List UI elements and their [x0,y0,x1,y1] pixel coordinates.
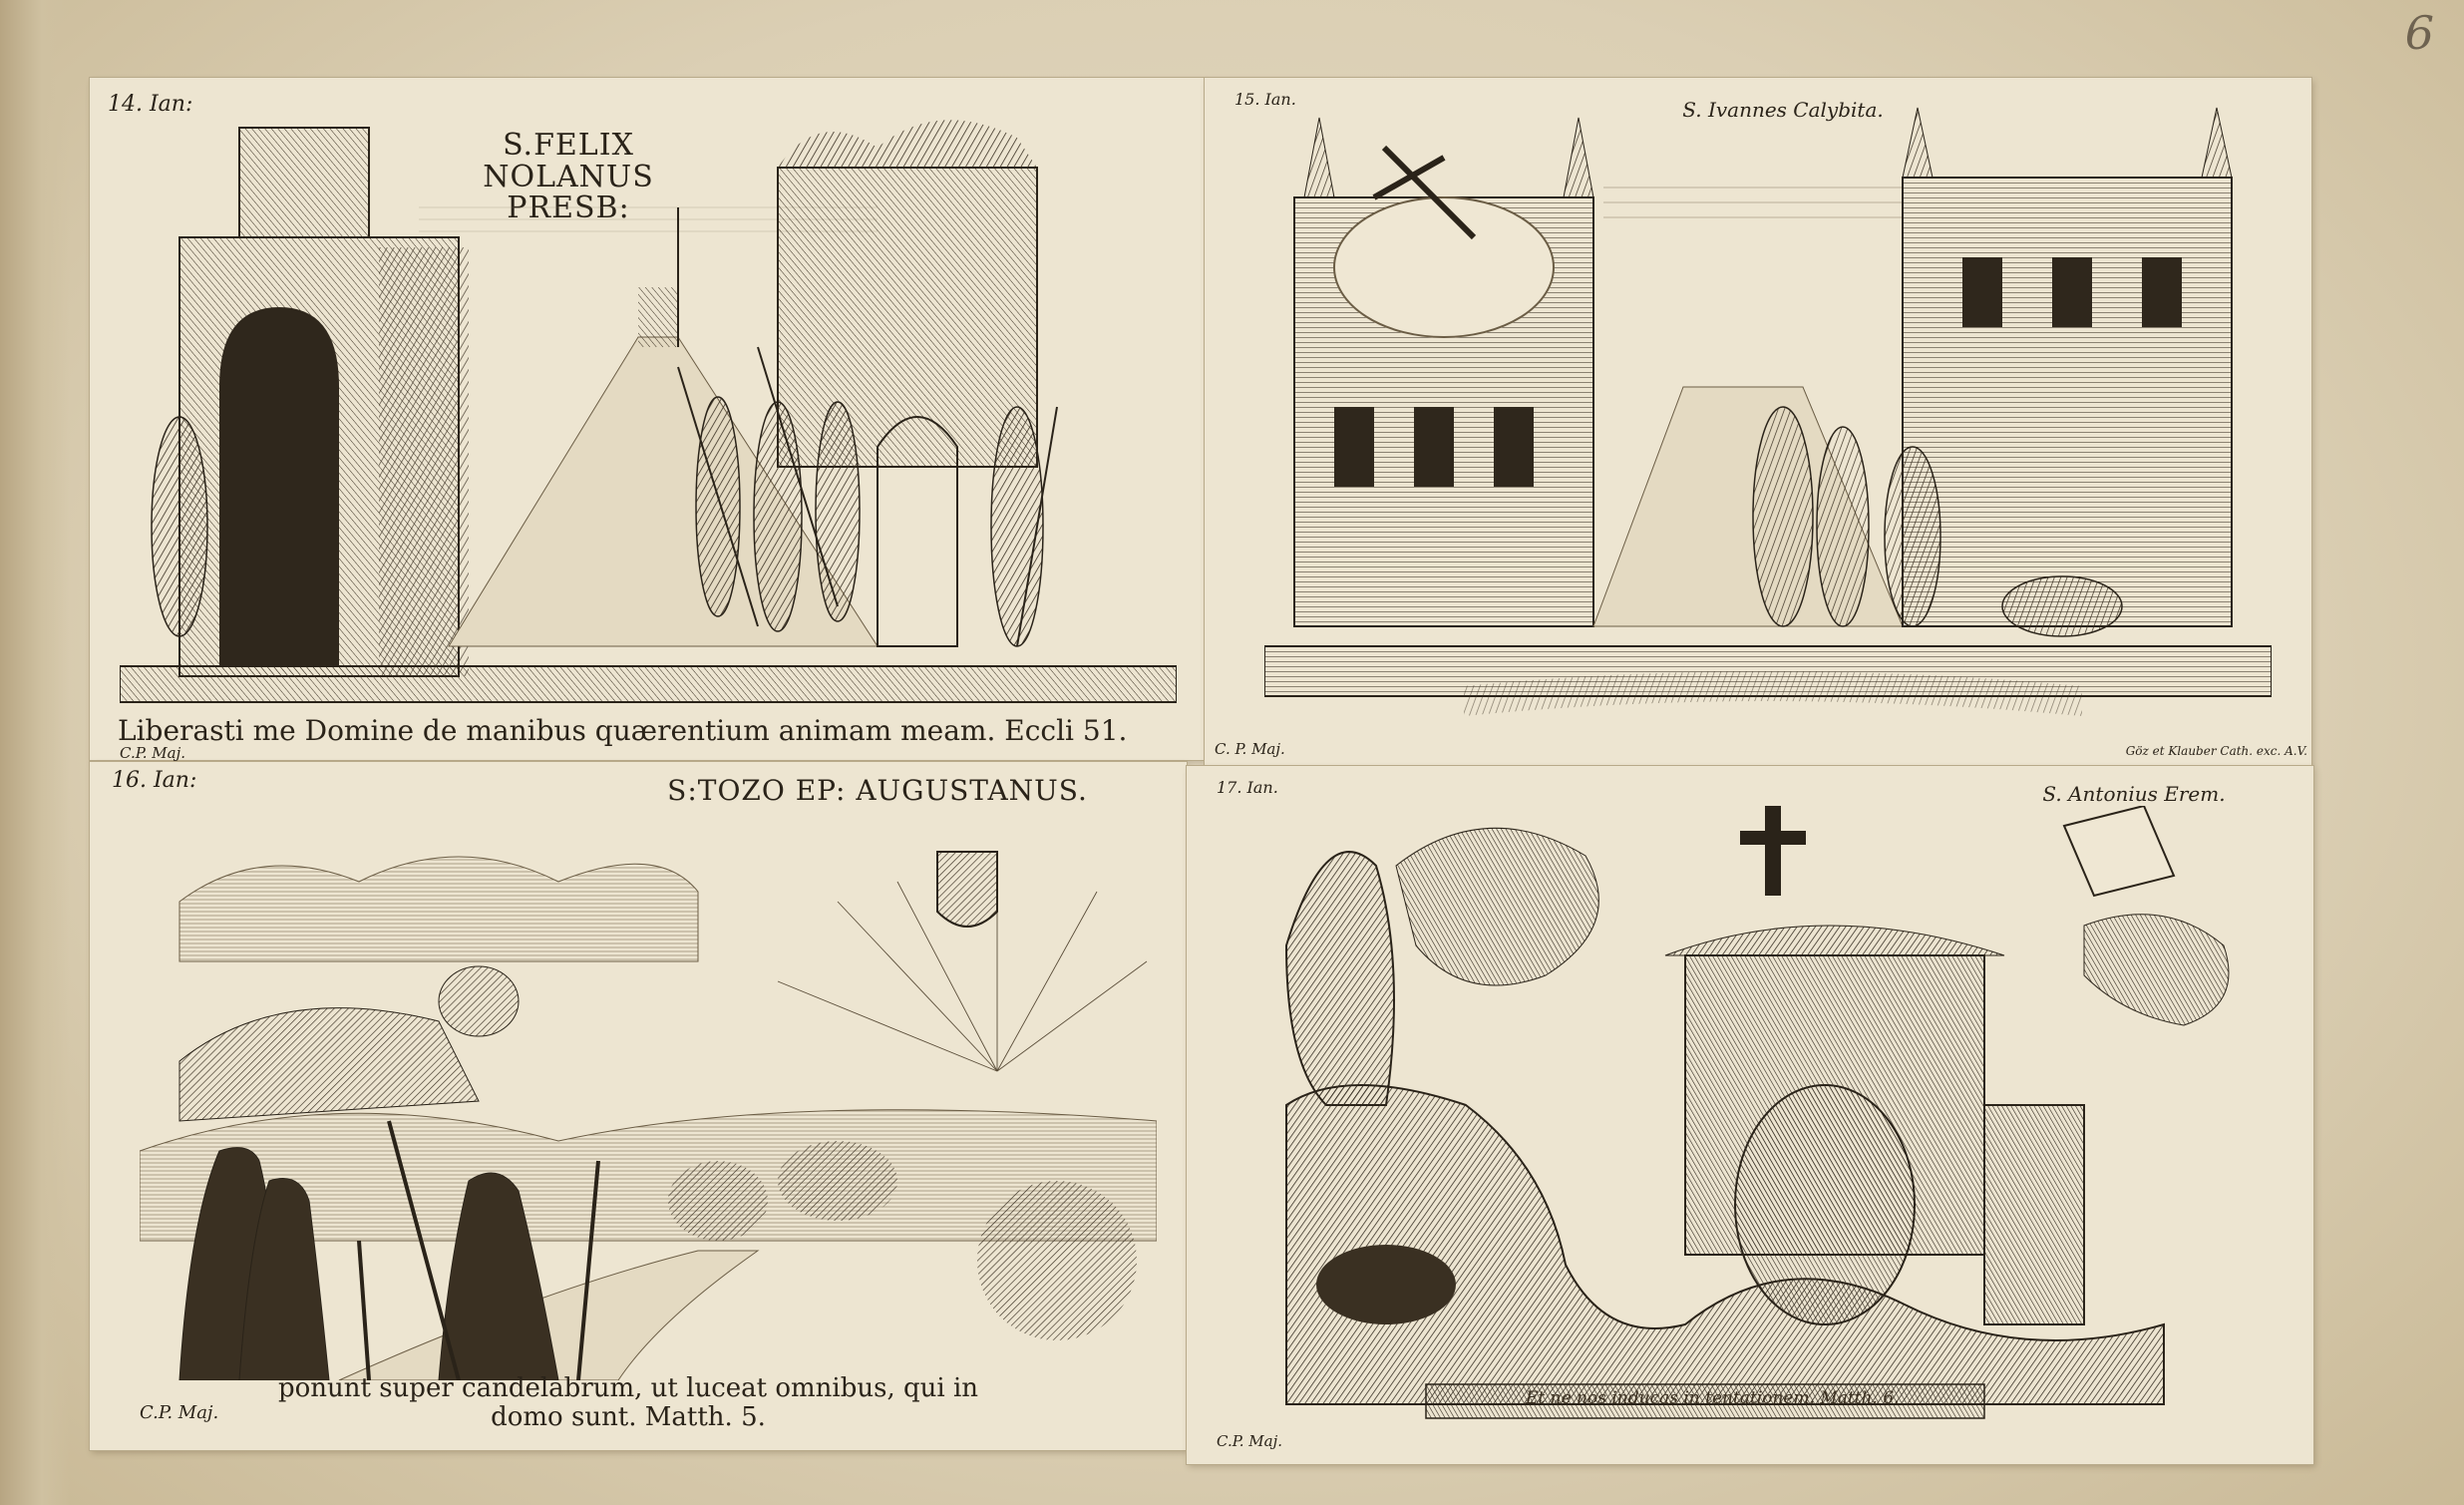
page-number: 6 [2404,6,2434,60]
plate-ioannes-calybita [1205,78,2311,766]
plate-title: S.FELIX NOLANUS PRESB: [483,128,654,225]
plate-date: 17. Ian. [1217,778,1278,797]
plate-motto: Et ne nos inducas in tentationem. Matth. 6. [1526,1388,1900,1408]
engraving-felix-nolanus [120,88,1177,706]
engraver-credit: C.P. Maj. [140,1402,219,1423]
plate-title: S:TOZO EP: AUGUSTANUS. [667,774,1088,807]
engraver-credit: C.P. Maj. [1217,1432,1283,1450]
plate-date: 16. Ian: [112,768,197,793]
engraver-credit: C.P. Maj. [120,744,186,762]
plate-date: 15. Ian. [1234,90,1296,109]
binding-gutter [0,0,70,1505]
plate-caption: Liberasti me Domine de manibus quærentium animam meam. Eccli 51. [118,714,1128,747]
publisher-credit: Göz et Klauber Cath. exc. A.V. [2125,744,2307,758]
plate-date: 14. Ian: [108,92,193,117]
plate-title: S. Antonius Erem. [2042,782,2226,806]
plate-felix-nolanus [90,78,1205,760]
plate-caption: ponunt super candelabrum, ut luceat omnibus, qui in domo sunt. Matth. 5. [277,1373,979,1432]
plate-tozo-augustanus [90,762,1187,1450]
plate-title: S. Ivannes Calybita. [1682,98,1884,122]
engraving-ioannes-calybita [1264,88,2272,726]
plate-antonius-eremita [1187,766,2313,1464]
engraving-tozo-augustanus [140,822,1157,1380]
engraving-antonius-eremita [1266,806,2244,1424]
engraver-credit: C. P. Maj. [1215,740,1285,758]
